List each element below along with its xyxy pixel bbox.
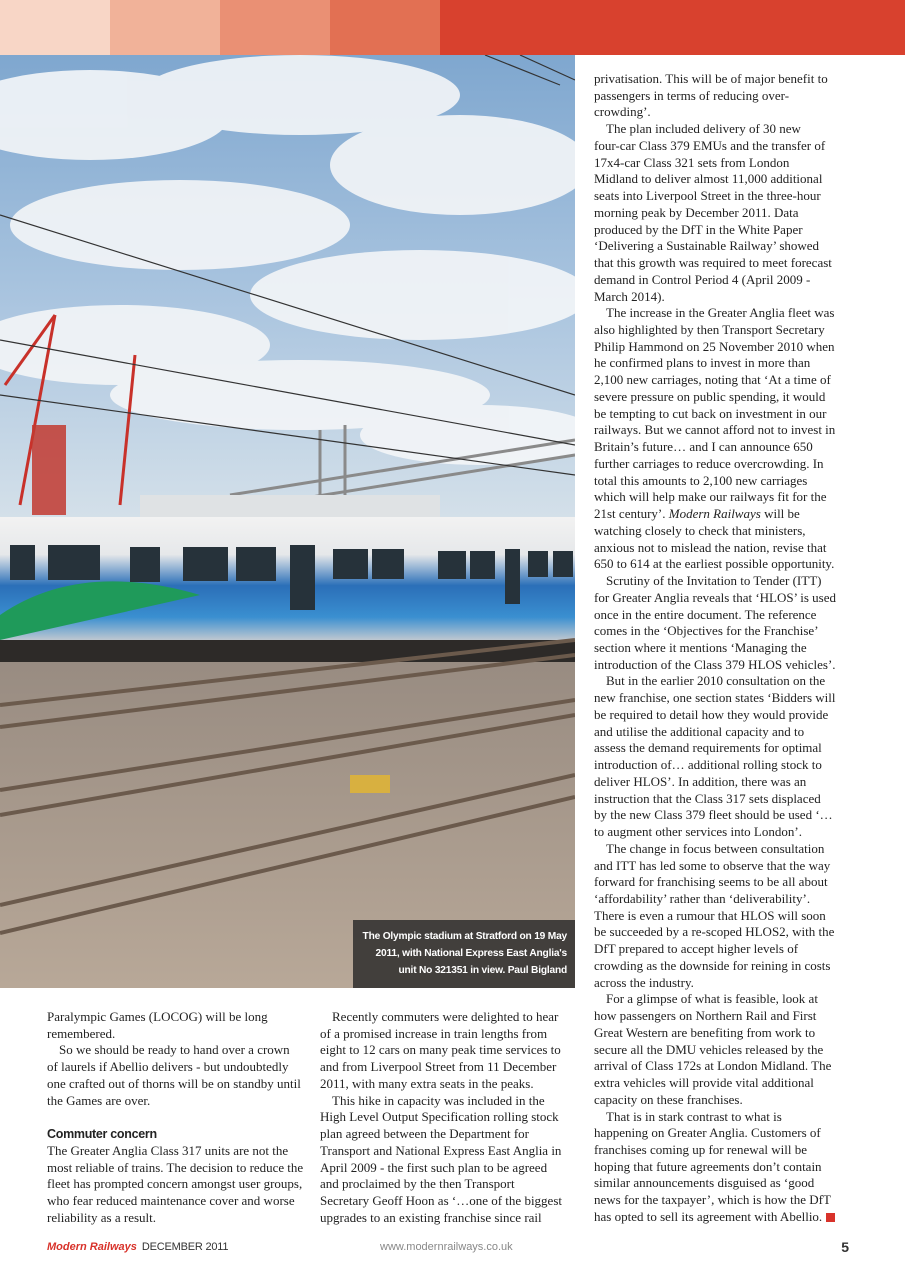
- text-line: and ITT has led some to observe that the way: [594, 857, 831, 873]
- text-line: That is in stark contrast to what is: [606, 1108, 782, 1124]
- article-column-2: [320, 1009, 576, 1227]
- text-line: be succeeded by a re-scoped HLOS2, with the: [594, 924, 835, 940]
- text-line: and proclaimed by the then Transport: [320, 1176, 515, 1192]
- text-line: Britain’s future… and I can announce 650: [594, 439, 813, 455]
- end-mark-icon: [826, 1213, 835, 1222]
- text-line: who fear reduced maintenance cover and worse: [47, 1193, 295, 1209]
- text-line: Philip Hammond on 25 November 2010 when: [594, 338, 835, 354]
- text-line: most reliable of trains. The decision to reduce the: [47, 1159, 304, 1175]
- text-line: instruction that the Class 317 sets displaced: [594, 790, 821, 806]
- article-column-1: [47, 1009, 303, 1227]
- text-line: anxious not to mislead the nation, revise that: [594, 539, 827, 555]
- header-color-bar: [0, 0, 905, 55]
- text-line: extra vehicles will provide vital additional: [594, 1075, 814, 1091]
- text-line: happening on Greater Anglia. Customers of: [594, 1125, 821, 1141]
- text-line: severe pressure on public spending, it would: [594, 388, 826, 404]
- color-block: [220, 0, 330, 55]
- photo-image: [0, 55, 575, 988]
- text-line: Recently commuters were delighted to hear: [332, 1009, 559, 1024]
- section-heading: Commuter concern: [47, 1127, 157, 1142]
- text-line: railways. But we cannot afford not to invest in: [594, 422, 836, 438]
- text-line: DfT prepared to accept higher levels of: [594, 941, 799, 957]
- text-line: secure all the DMU vehicles released by the: [594, 1041, 824, 1057]
- text-line: reliability as a result.: [47, 1209, 157, 1225]
- text-line: seats into Liverpool Street in the three-hour: [594, 188, 821, 204]
- text-line: once in the entire document. The reference: [594, 606, 817, 622]
- photo-caption: [353, 920, 575, 988]
- color-block: [330, 0, 440, 55]
- text-line: total this amounts to 2,100 new carriages: [594, 472, 808, 488]
- color-block: [0, 0, 110, 55]
- text-line: demand in Control Period 4 (April 2009 -: [594, 271, 811, 287]
- text-line: arrival of Class 172s at London Midland. The: [594, 1058, 832, 1074]
- text-line: deliver HLOS’. In addition, there was an: [594, 773, 807, 789]
- text-line: news for the taxpayer’, which is how the DfT: [594, 1192, 831, 1208]
- text-line: across the industry.: [594, 974, 694, 990]
- footer-issue: DECEMBER 2011: [141, 1241, 229, 1253]
- text-line: new franchise, one section states ‘Bidders will: [594, 690, 836, 706]
- text-line: introduction of… additional rolling stock to: [594, 757, 822, 773]
- publication-name: Modern Railways: [668, 506, 761, 522]
- text-line: morning peak by December 2011. Data: [594, 204, 799, 220]
- text-line: watching closely to check that ministers,: [594, 522, 806, 538]
- text-line: April 2009 - the first such plan to be agreed: [320, 1159, 548, 1175]
- text-line: The Greater Anglia Class 317 units are not the: [47, 1142, 289, 1158]
- text-line: March 2014).: [594, 288, 665, 304]
- text-line: and utilise the additional capacity and to: [594, 723, 805, 739]
- article-column-3: [594, 71, 866, 1226]
- text-line: crowding’.: [594, 104, 651, 120]
- page-number: 5: [841, 1239, 849, 1255]
- text-line: section where it mentions ‘Managing the: [594, 639, 807, 655]
- text-line: further carriages to reduce overcrowding. In: [594, 455, 824, 471]
- text-line: he confirmed plans to invest in more than: [594, 355, 811, 371]
- text-line: For a glimpse of what is feasible, look at: [606, 991, 818, 1007]
- text-line: hoping that future agreements don’t contain: [594, 1158, 822, 1174]
- text-line: one crafted out of thorns will be on standby until: [47, 1075, 301, 1091]
- text-line: how passengers on Northern Rail and First: [594, 1008, 817, 1024]
- text-line: Great Western are benefiting from work to: [594, 1024, 816, 1040]
- text-line: The increase in the Greater Anglia fleet was: [606, 305, 835, 321]
- color-block: [110, 0, 220, 55]
- text-line: upgrades to an existing franchise since rail: [320, 1209, 542, 1225]
- text-line: by the new Class 379 fleet should be used ‘…: [594, 807, 833, 823]
- caption-line: The Olympic stadium at Stratford on 19 May: [362, 931, 567, 942]
- text-line: 17x4-car Class 321 sets from London: [594, 154, 790, 170]
- caption-line: 2011, with National Express East Anglia's: [375, 948, 567, 959]
- text-line: to augment other services into London’.: [594, 824, 802, 840]
- text-line: The plan included delivery of 30 new: [606, 121, 801, 137]
- text-line: ‘Delivering a Sustainable Railway’ showed: [594, 238, 820, 254]
- text-line: of laurels if Abellio delivers - but undoubtedly: [47, 1059, 289, 1075]
- caption-line: unit No 321351 in view. Paul Bigland: [398, 965, 567, 976]
- text-line: crowding as the downside for reining in costs: [594, 957, 831, 973]
- text-line: 2011, with many extra seats in the peaks.: [320, 1075, 534, 1091]
- text-line: that this growth was required to meet forecast: [594, 255, 832, 271]
- text-line: 2,100 new carriages, noting that ‘At a time of: [594, 372, 831, 388]
- text-line: produced by the DfT in the White Paper: [594, 221, 803, 237]
- text-line: introduction of the Class 379 HLOS vehicles’.: [594, 656, 836, 672]
- text-line: Scrutiny of the Invitation to Tender (ITT): [606, 573, 822, 589]
- text-line: also highlighted by then Transport Secretary: [594, 322, 825, 338]
- page-footer: [47, 1241, 849, 1259]
- text-line: fleet has prompted concern amongst user groups,: [47, 1176, 303, 1192]
- text-line: comes in the ‘Objectives for the Franchise’: [594, 623, 819, 639]
- text-line: has opted to sell its agreement with Abellio.: [594, 1209, 866, 1226]
- text-line: privatisation. This will be of major benefit to: [594, 71, 828, 86]
- text-line: Secretary Geoff Hoon as ‘…one of the biggest: [320, 1193, 562, 1209]
- text-line: ‘affordability’ rather than ‘deliverability’.: [594, 890, 811, 906]
- text-line: eight to 12 cars on many peak time services to: [320, 1042, 561, 1058]
- photo-stratford-train: [0, 55, 575, 988]
- text-line: The change in focus between consultation: [606, 840, 825, 856]
- text-line: Transport and National Express East Anglia in: [320, 1142, 562, 1158]
- color-block: [440, 0, 905, 55]
- text-line: four-car Class 379 EMUs and the transfer of: [594, 137, 826, 153]
- text-line: capacity on these franchises.: [594, 1091, 743, 1107]
- text-line: plan agreed between the Department for: [320, 1126, 529, 1142]
- text-line: remembered.: [47, 1025, 116, 1041]
- text-line: forward for franchising seems to be all about: [594, 874, 828, 890]
- text-line: High Level Output Specification rolling stock: [320, 1109, 559, 1125]
- text-line: There is even a rumour that HLOS will soon: [594, 907, 826, 923]
- text-line: passengers in terms of reducing over-: [594, 87, 790, 103]
- text-line: Midland to deliver almost 11,000 additional: [594, 171, 823, 187]
- text-line: be required to detail how they would provide: [594, 706, 829, 722]
- text-line: So we should be ready to hand over a crown: [59, 1042, 290, 1058]
- text-line: be tempting to cut back on investment in our: [594, 405, 827, 421]
- footer-url[interactable]: www.modernrailways.co.uk: [380, 1241, 513, 1253]
- footer-brand: Modern Railways: [47, 1241, 137, 1253]
- text-line: the Games are over.: [47, 1092, 151, 1108]
- text-line: similar announcements disguised as ‘good: [594, 1175, 815, 1191]
- text-line: which will help make our railways fit for the: [594, 489, 827, 505]
- text-line: of a promised increase in train lengths from: [320, 1025, 548, 1041]
- text-line: 650 to 614 at the earliest possible opportunity.: [594, 556, 835, 572]
- text-line: Paralympic Games (LOCOG) will be long: [47, 1009, 268, 1024]
- text-line: 21st century’. Modern Railways will be: [594, 506, 800, 522]
- text-line: and from Liverpool Street from 11 December: [320, 1059, 557, 1075]
- text-line: This hike in capacity was included in the: [332, 1092, 545, 1108]
- text-line: for Greater Anglia reveals that ‘HLOS’ is used: [594, 589, 836, 605]
- text-line: But in the earlier 2010 consultation on the: [606, 673, 826, 689]
- text-line: franchises coming up for renewal will be: [594, 1142, 807, 1157]
- train: [0, 517, 575, 662]
- text-line: assess the demand requirements for optimal: [594, 740, 822, 756]
